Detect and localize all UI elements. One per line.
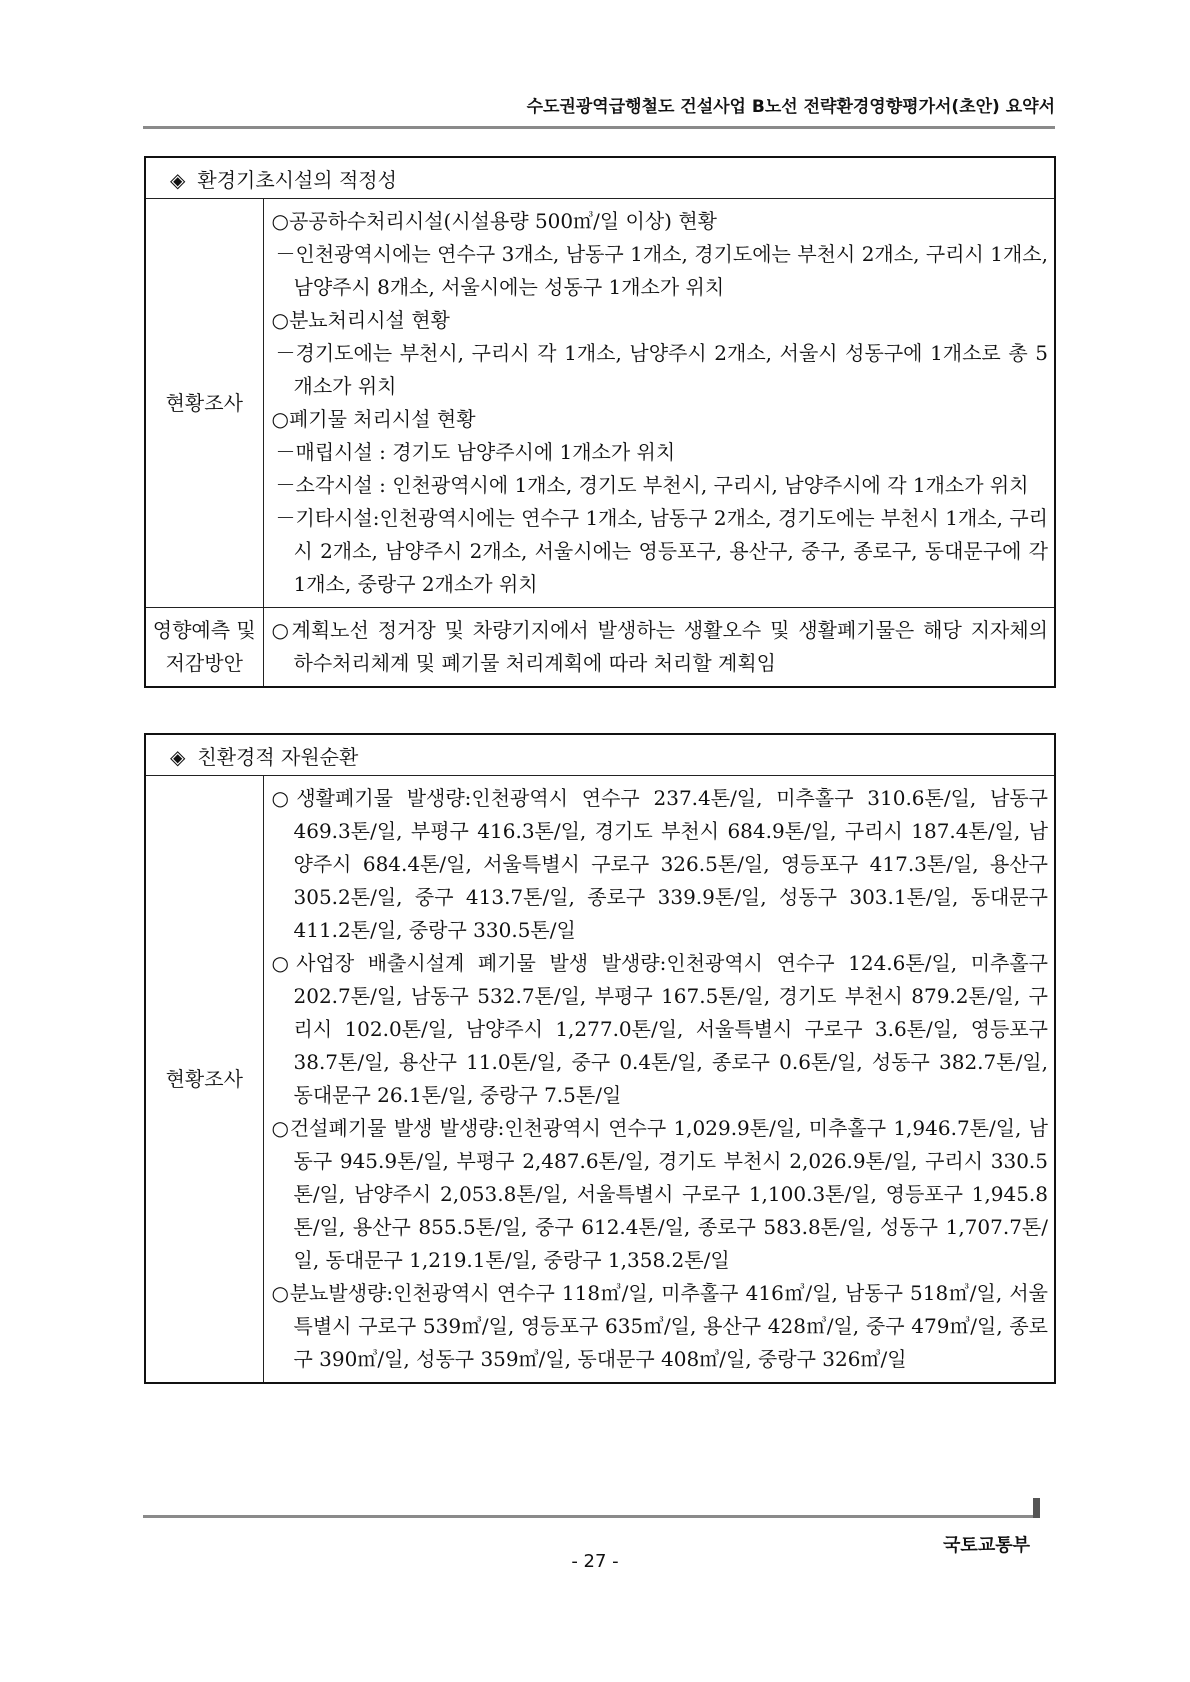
impact-content (263, 608, 1055, 688)
section-title-row (145, 734, 1055, 776)
survey-line: ○폐기물 처리시설 현황 (271, 407, 476, 431)
header-divider (143, 126, 1055, 129)
survey-line: ○생활폐기물 발생량:인천광역시 연수구 237.4톤/일, 미추홀구 310.6톤/일, 남동구 469.3톤/일, 부평구 416.3톤/일, 경기도 부천시 684.9톤/일, 구리시 187.4톤/일, 남양주시 684.4톤/일, 서울특별시 구로구 326.5톤/일, 영등포구 417.3톤/일, 용산구 305.2톤/일, 중구 413.7톤/일, 종로구 339.9톤/일, 성동구 303.1톤/일, 동대문구 411.2톤/일, 중랑구 330.5톤/일 (271, 786, 1048, 942)
impact-label (145, 608, 263, 688)
survey-line: －소각시설 : 인천광역시에 1개소, 경기도 부천시, 구리시, 남양주시에 각 1개소가 위치 (275, 473, 1029, 497)
document-header-title: 수도권광역급행철도 건설사업 B노선 전략환경영향평가서(초안) 요약서 (526, 97, 1055, 117)
survey-line: －매립시설 : 경기도 남양주시에 1개소가 위치 (275, 440, 676, 464)
impact-label-line-1: 영향예측 및 (152, 618, 256, 642)
survey-content (263, 776, 1055, 1384)
survey-line: －경기도에는 부천시, 구리시 각 1개소, 남양주시 2개소, 서울시 성동구에 1개소로 총 5개소가 위치 (275, 341, 1048, 398)
footer-accent-bar (1033, 1498, 1040, 1518)
impact-line: ○계획노선 정거장 및 차량기지에서 발생하는 생활오수 및 생활폐기물은 해당 지자체의 하수처리체계 및 폐기물 처리계획에 따라 처리할 계획임 (271, 618, 1048, 675)
page-number: - 27 - (571, 1551, 619, 1572)
diamond-bullet-icon: ◈ (170, 167, 186, 192)
survey-line: －인천광역시에는 연수구 3개소, 남동구 1개소, 경기도에는 부천시 2개소, 구리시 1개소, 남양주시 8개소, 서울시에는 성동구 1개소가 위치 (275, 242, 1048, 299)
section-title: 친환경적 자원순환 (197, 744, 359, 769)
impact-label-line-2: 저감방안 (165, 651, 243, 675)
survey-line: ○건설폐기물 발생 발생량:인천광역시 연수구 1,029.9톤/일, 미추홀구 1,946.7톤/일, 남동구 945.9톤/일, 부평구 2,487.6톤/일, 경기도 부천시 2,026.9톤/일, 구리시 330.5톤/일, 남양주시 2,053.8톤/일, 서울특별시 구로구 1,100.3톤/일, 영등포구 1,945.8톤/일, 용산구 855.5톤/일, 중구 612.4톤/일, 종로구 583.8톤/일, 성동구 1,707.7톤/일, 동대문구 1,219.1톤/일, 중랑구 1,358.2톤/일 (271, 1116, 1048, 1272)
survey-line: ○공공하수처리시설(시설용량 500㎥/일 이상) 현황 (271, 209, 717, 233)
section-resource-circulation (144, 733, 1056, 1384)
survey-label: 현황조사 (145, 199, 263, 608)
section-title: 환경기초시설의 적정성 (197, 167, 397, 192)
survey-line: ○분뇨발생량:인천광역시 연수구 118㎥/일, 미추홀구 416㎥/일, 남동구 518㎥/일, 서울특별시 구로구 539㎥/일, 영등포구 635㎥/일, 용산구 428㎥/일, 중구 479㎥/일, 종로구 390㎥/일, 성동구 359㎥/일, 동대문구 408㎥/일, 중랑구 326㎥/일 (271, 1281, 1048, 1371)
survey-line: ○사업장 배출시설계 폐기물 발생 발생량:인천광역시 연수구 124.6톤/일, 미추홀구 202.7톤/일, 남동구 532.7톤/일, 부평구 167.5톤/일, 경기도 부천시 879.2톤/일, 구리시 102.0톤/일, 남양주시 1,277.0톤/일, 서울특별시 구로구 3.6톤/일, 영등포구 38.7톤/일, 용산구 11.0톤/일, 중구 0.4톤/일, 종로구 0.6톤/일, 성동구 382.7톤/일, 동대문구 26.1톤/일, 중랑구 7.5톤/일 (271, 951, 1048, 1107)
survey-content (263, 199, 1055, 608)
section-title-row (145, 157, 1055, 199)
footer-organization: 국토교통부 (943, 1535, 1030, 1556)
diamond-bullet-icon: ◈ (170, 744, 186, 769)
survey-line: －기타시설:인천광역시에는 연수구 1개소, 남동구 2개소, 경기도에는 부천시 1개소, 구리시 2개소, 남양주시 2개소, 서울시에는 영등포구, 용산구, 중구, 종로구, 동대문구에 각 1개소, 중랑구 2개소가 위치 (275, 506, 1048, 596)
section-environment-facilities (144, 156, 1056, 688)
survey-line: ○분뇨처리시설 현황 (271, 308, 450, 332)
survey-label: 현황조사 (145, 776, 263, 1384)
footer-divider (143, 1515, 1033, 1518)
